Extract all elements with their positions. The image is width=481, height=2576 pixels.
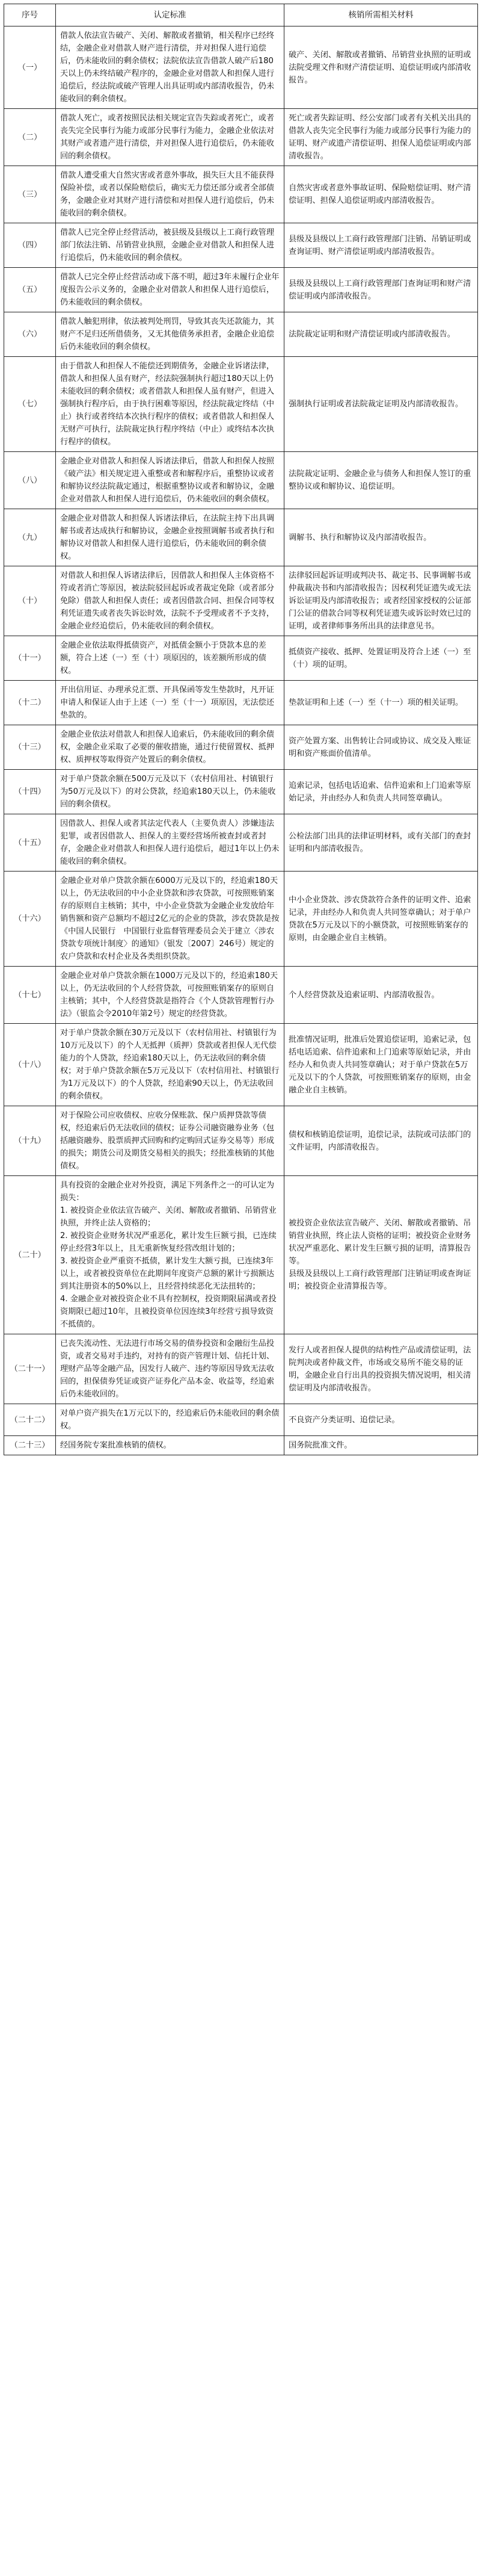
row-criteria-text: 对借款人和担保人诉诸法律后，因借款人和担保人主体资格不符或者消亡等原因，被法院驳回起诉或者裁定免除（或者部分免除）借款人和担保人责任；或者因借款合同、担保合同等权利凭证遗失或者丧失诉讼时效，法院不予受理或者不予支持，金融企业经追偿后，仍未能收回的剩余债权。 — [56, 566, 284, 636]
row-serial-number: （五） — [4, 268, 56, 312]
table-row — [4, 1436, 478, 1455]
row-criteria-text: 借款人遭受重大自然灾害或者意外事故，损失巨大且不能获得保险补偿，或者以保险赔偿后，确实无力偿还部分或者全部债务，金融企业对其财产进行清偿和对担保人进行追偿后，仍未能收回的剩余债权。 — [56, 166, 284, 223]
table-row — [4, 1334, 478, 1404]
row-criteria-text: 已丧失流动性、无法进行市场交易的债券投资和金融衍生品投资，或者交易对手违约，对持有的资产管理计划、信托计划、理财产品等金融产品，因发行人破产、违约等原因导致无法收回的，担保债券凭证或资产证券化产品本金、收益等，经追索后仍未能收回的。 — [56, 1334, 284, 1404]
row-serial-number: （二十） — [4, 1176, 56, 1334]
row-serial-number: （十四） — [4, 770, 56, 814]
table-row — [4, 681, 478, 725]
row-materials-text: 中小企业贷款、涉农贷款符合条件的证明文件、追索记录，并由经办人和负责人共同签章确认；对于单户贷款在5万元及以下的小额贷款，可按照账销案存的原则，由金融企业自主核销。 — [284, 872, 478, 967]
table-row — [4, 166, 478, 223]
row-serial-number: （十八） — [4, 1024, 56, 1106]
row-materials-text: 抵债资产接收、抵押、处置证明及符合上述（一）至（十）项的证明。 — [284, 636, 478, 681]
row-materials-text: 不良资产分类证明、追偿记录。 — [284, 1404, 478, 1436]
row-serial-number: （一） — [4, 26, 56, 109]
row-criteria-text: 对于保险公司应收债权、应收分保账款、保户质押贷款等债权，经追索后仍无法收回的债权；证券公司融资融券业务（包括融资融券、股票质押式回购和约定购回式证券交易等）形成的损失；期货公司及期货交易相关的损失；经批准核销的其他债权。 — [56, 1106, 284, 1176]
row-criteria-text: 由于借款人和担保人不能偿还到期债务，金融企业诉诸法律，借款人和担保人虽有财产，经法院强制执行超过180天以上仍未能收回的剩余债权；或者借款人和担保人虽有财产，但进入强制执行程序后，由于执行困难等原因，经法院裁定终结（中止）执行或者终结本次执行程序的债权；或者借款人和担保人无财产可执行，法院裁定执行程序终结（中止）或终结本次执行程序的债权。 — [56, 357, 284, 452]
row-serial-number: （十一） — [4, 636, 56, 681]
table-row — [4, 1024, 478, 1106]
row-criteria-text: 金融企业对单户贷款余额在1000万元及以下的，经追索180天以上，仍无法收回的个人经营贷款，可按照账销案存的原则自主核销；其中，个人经营贷款是指符合《个人贷款管理暂行办法》（银监会令2010年第2号）规定的经营贷款。 — [56, 967, 284, 1024]
row-materials-text: 县级及县级以上工商行政管理部门查询证明和财产清偿证明或内部清收报告。 — [284, 268, 478, 312]
row-materials-text: 法院裁定证明、金融企业与债务人和担保人签订的重整协议或和解协议、追偿证明。 — [284, 452, 478, 509]
row-criteria-text: 金融企业对单户贷款余额在6000万元及以下的，经追索180天以上，仍无法收回的中小企业贷款和涉农贷款，可按照账销案存的原则自主核销；其中，中小企业贷款为金融企业发放给年销售额和资产总额均不超过2亿元的企业的贷款，涉农贷款是按《中国人民银行 中国银行业监督管理委员会关于建立〈涉农贷款专项统计制度〉的通知》（银发〔2007〕246号）规定的农户贷款和农村企业及各类组织贷款。 — [56, 872, 284, 967]
row-criteria-text: 对单户资产损失在1万元以下的，经追索后仍未能收回的剩余债权。 — [56, 1404, 284, 1436]
row-serial-number: （六） — [4, 312, 56, 357]
row-criteria-text: 具有投资的金融企业对外投资，满足下列条件之一的可认定为损失： 1. 被投资企业依法宣告破产、关闭、解散或者撤销、吊销营业执照，并终止法人资格的； 2. 被投资企业财务状况严重恶化，累计发生巨额亏损，已连续停止经营3年以上，且无重新恢复经营改组计划的； 3. 被投资企业严重资不抵债，累计发生大额亏损，已连续3年以上，或者被投资单位在此期间年度资产总额的累计亏损额达到其注册资本的50%以上，且经营持续恶化无法扭转的； 4. 金融企业对被投资企业不具有控制权，投资期限届满或者投资期限已超过10年，且被投资单位因连续3年经营亏损导致资不抵债的。 — [56, 1176, 284, 1334]
header-serial-number: 序号 — [4, 4, 56, 26]
table-row — [4, 725, 478, 770]
table-row — [4, 509, 478, 566]
row-serial-number: （二十一） — [4, 1334, 56, 1404]
row-serial-number: （十七） — [4, 967, 56, 1024]
row-criteria-text: 金融企业依法取得抵债资产，对抵债金额小于贷款本息的差额，符合上述（一）至（十）项原因的，该差额所形成的债权。 — [56, 636, 284, 681]
row-criteria-text: 金融企业对借款人和担保人诉诸法律后，借款人和担保人按照《破产法》相关规定进入重整或者和解程序后，重整协议或者和解协议经法院裁定通过，根据重整协议或者和解协议，金融企业对借款人和担保人进行追偿后，仍未能收回的剩余债权。 — [56, 452, 284, 509]
row-serial-number: （十六） — [4, 872, 56, 967]
row-materials-text: 资产处置方案、出售转让合同或协议、成交及入账证明和资产账面价值清单。 — [284, 725, 478, 770]
row-materials-text: 国务院批准文件。 — [284, 1436, 478, 1455]
row-materials-text: 发行人或者担保人提供的结构性产品或清偿证明，法院判决或者仲裁文件，市场或交易所不能交易的证明，金融企业自行出具的投资损失情况说明，相关清偿证明及内部清收报告。 — [284, 1334, 478, 1404]
table-row — [4, 357, 478, 452]
row-criteria-text: 金融企业依法对借款人和担保人追索后，仍未能收回的剩余债权，金融企业采取了必要的催收措施，通过行使留置权、抵押权、质押权等取得资产处置后的剩余债权。 — [56, 725, 284, 770]
row-criteria-text: 借款人依法宣告破产、关闭、解散或者撤销，相关程序已经终结，金融企业对借款人财产进行清偿，并对担保人进行追偿后，仍未能收回的剩余债权；法院依法宣告借款人破产后180天以上仍未终结破产程序的，金融企业对借款人和担保人进行追偿后，经法院或破产管理人出具证明或内部清收报告，仍未能收回的剩余债权。 — [56, 26, 284, 109]
table-row — [4, 452, 478, 509]
row-serial-number: （三） — [4, 166, 56, 223]
row-serial-number: （九） — [4, 509, 56, 566]
row-criteria-text: 借款人触犯刑律，依法被判处刑罚，导致其丧失还款能力，其财产不足归还所借债务，又无其他债务承担者，金融企业追偿后仍未能收回的剩余债权。 — [56, 312, 284, 357]
row-serial-number: （七） — [4, 357, 56, 452]
row-materials-text: 批准情况证明，批准后处置追偿证明，追索记录，包括电话追索、信件追索和上门追索等原始记录，并由经办人和负责人共同签章确认；对于单户贷款在5万元及以下的个人贷款，可按照账销案存的原则，由金融企业自主核销。 — [284, 1024, 478, 1106]
row-criteria-text: 开出信用证、办理承兑汇票、开具保函等发生垫款时，凡开证申请人和保证人由于上述（一）至（十一）项原因，无法偿还垫款的。 — [56, 681, 284, 725]
row-materials-text: 垫款证明和上述（一）至（十一）项的相关证明。 — [284, 681, 478, 725]
row-materials-text: 债权和核销追偿证明，追偿记录，法院或司法部门的文件证明，内部清收报告。 — [284, 1106, 478, 1176]
table-row — [4, 636, 478, 681]
row-serial-number: （十九） — [4, 1106, 56, 1176]
table-row — [4, 109, 478, 166]
row-criteria-text: 经国务院专案批准核销的债权。 — [56, 1436, 284, 1455]
write-off-criteria-table — [4, 4, 478, 1455]
row-materials-text: 调解书、执行和解协议及内部清收报告。 — [284, 509, 478, 566]
row-serial-number: （二十三） — [4, 1436, 56, 1455]
row-serial-number: （十五） — [4, 814, 56, 872]
row-criteria-text: 借款人已完全停止经营活动或下落不明，超过3年未履行企业年度报告公示义务的，金融企业对借款人和担保人进行追偿后，仍未能收回的剩余债权。 — [56, 268, 284, 312]
table-row — [4, 1176, 478, 1334]
row-materials-text: 个人经营贷款及追索证明、内部清收报告。 — [284, 967, 478, 1024]
table-header-row — [4, 4, 478, 26]
row-materials-text: 追索记录，包括电话追索、信件追索和上门追索等原始记录，并由经办人和负责人共同签章确认。 — [284, 770, 478, 814]
row-criteria-text: 对于单户贷款余额在30万元及以下（农村信用社、村镇银行为10万元及以下）的个人无抵押（质押）贷款或者担保人无代偿能力的个人贷款，经追索180天以上，仍无法收回的剩余债权；对于单户贷款余额在5万元及以下（农村信用社、村镇银行为1万元及以下）的个人贷款，经追索90天以上，仍无法收回的剩余债权。 — [56, 1024, 284, 1106]
table-row — [4, 1106, 478, 1176]
row-materials-text: 被投资企业依法宣告破产、关闭、解散或者撤销、吊销营业执照，终止法人资格的证明；被投资企业财务状况严重恶化、累计发生巨额亏损的证明，清算报告等。 县级及县级以上工商行政管理部门注销证明或查询证明；被投资企业清算报告等。 — [284, 1176, 478, 1334]
row-materials-text: 法院裁定证明和财产清偿证明或内部清收报告。 — [284, 312, 478, 357]
row-materials-text: 法律驳回起诉证明或判决书、裁定书、民事调解书或仲裁裁决书和内部清收报告；因权利凭证遗失或无法诉讼证明及内部清收报告；或者经国家授权的公证部门公证的借款合同等权利凭证遗失或诉讼时效已过的证明，或者律师事务所出具的法律意见书。 — [284, 566, 478, 636]
table-row — [4, 872, 478, 967]
table-row — [4, 223, 478, 268]
table-row — [4, 1404, 478, 1436]
row-materials-text: 强制执行证明或者法院裁定证明及内部清收报告。 — [284, 357, 478, 452]
row-materials-text: 县级及县级以上工商行政管理部门注销、吊销证明或查询证明、财产清偿证明或内部清收报告。 — [284, 223, 478, 268]
row-criteria-text: 金融企业对借款人和担保人诉诸法律后，在法院主持下出具调解书或者达成执行和解协议，金融企业按照调解书或者执行和解协议对借款人和担保人进行追偿后，仍未能收回的剩余债权。 — [56, 509, 284, 566]
header-criteria: 认定标准 — [56, 4, 284, 26]
row-serial-number: （四） — [4, 223, 56, 268]
row-criteria-text: 因借款人、担保人或者其法定代表人（主要负责人）涉嫌违法犯罪，或者因借款人、担保人的主要经营场所被查封或者封存，金融企业对借款人和担保人进行追偿后，超过1年以上仍未能收回的剩余债权。 — [56, 814, 284, 872]
table-row — [4, 566, 478, 636]
row-materials-text: 死亡或者失踪证明、经公安部门或者有关机关出具的借款人丧失完全民事行为能力或部分民事行为能力的证明、财产或遗产清偿证明、担保人追偿证明或内部清收报告。 — [284, 109, 478, 166]
row-criteria-text: 借款人已完全停止经营活动，被县级及县级以上工商行政管理部门依法注销、吊销营业执照，金融企业对借款人和担保人进行追偿后，仍未能收回的剩余债权。 — [56, 223, 284, 268]
row-serial-number: （十二） — [4, 681, 56, 725]
row-serial-number: （八） — [4, 452, 56, 509]
row-serial-number: （十三） — [4, 725, 56, 770]
table-row — [4, 268, 478, 312]
row-materials-text: 破产、关闭、解散或者撤销、吊销营业执照的证明或法院受理文件和财产清偿证明、追偿证明或内部清收报告。 — [284, 26, 478, 109]
table-row — [4, 770, 478, 814]
table-row — [4, 967, 478, 1024]
row-materials-text: 公检法部门出具的法律证明材料，或有关部门的查封证明和内部清收报告。 — [284, 814, 478, 872]
table-row — [4, 26, 478, 109]
row-materials-text: 自然灾害或者意外事故证明、保险赔偿证明、财产清偿证明、担保人追偿证明或内部清收报告。 — [284, 166, 478, 223]
row-serial-number: （十） — [4, 566, 56, 636]
table-row — [4, 814, 478, 872]
row-criteria-text: 借款人死亡，或者按照民法相关规定宣告失踪或者死亡，或者丧失完全民事行为能力或部分民事行为能力，金融企业依法对其财产或者遗产进行清偿，并对担保人进行追偿后，仍未能收回的剩余债权。 — [56, 109, 284, 166]
header-required-materials: 核销所需相关材料 — [284, 4, 478, 26]
row-serial-number: （二） — [4, 109, 56, 166]
table-row — [4, 312, 478, 357]
row-criteria-text: 对于单户贷款余额在500万元及以下（农村信用社、村镇银行为50万元及以下）的对公贷款，经追索180天以上，仍未能收回的剩余债权。 — [56, 770, 284, 814]
row-serial-number: （二十二） — [4, 1404, 56, 1436]
